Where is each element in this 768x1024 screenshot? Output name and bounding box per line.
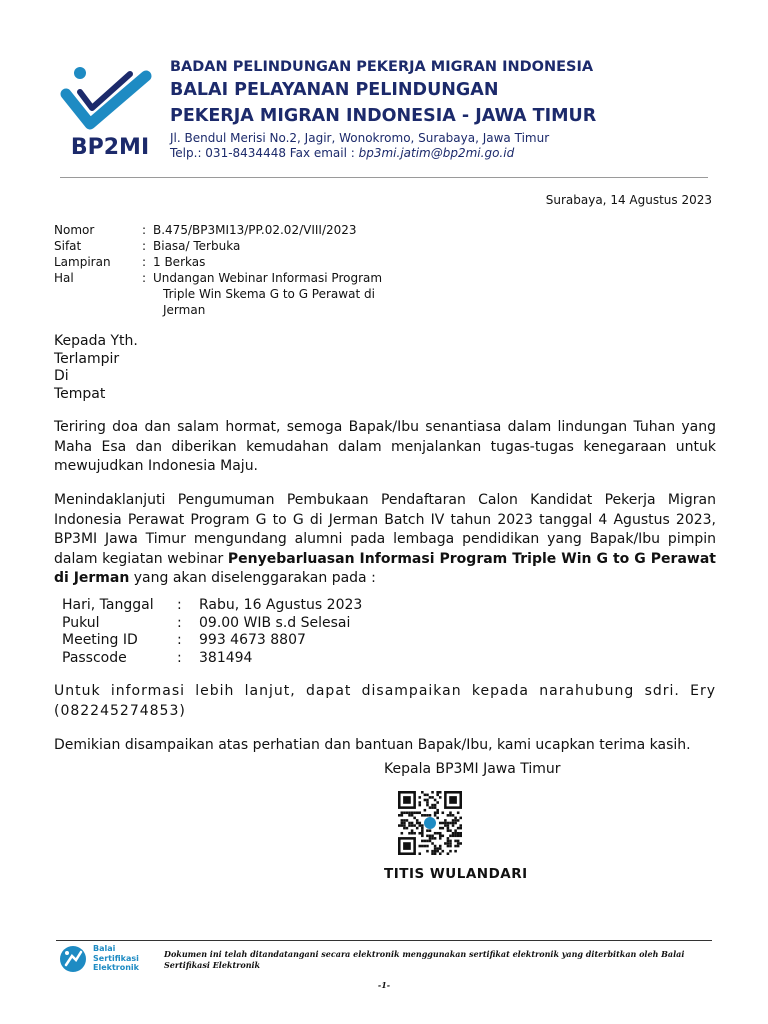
- signature-qr-code: [398, 791, 462, 855]
- agency-name: BADAN PELINDUNGAN PEKERJA MIGRAN INDONESIA: [170, 59, 594, 75]
- schedule-colon: :: [177, 632, 182, 648]
- meta-label: Hal: [54, 271, 74, 285]
- paragraph-contact: Untuk informasi lebih lanjut, dapat disampaikan kepada narahubung sdri. Ery (082245274853): [54, 683, 716, 719]
- meta-colon: :: [142, 255, 147, 269]
- bse-logo-text: [93, 944, 139, 973]
- schedule-label: Pukul: [62, 614, 100, 631]
- office-address: Jl. Bendul Merisi No.2, Jagir, Wonokromo, Surabaya, Jawa Timur: [170, 131, 550, 145]
- event-schedule: [62, 597, 362, 667]
- bse-logo-icon: [58, 944, 88, 974]
- addressee-block: [54, 333, 138, 403]
- meta-value: [153, 270, 403, 318]
- meta-colon: :: [142, 223, 147, 237]
- meta-value: 1 Berkas: [153, 255, 206, 269]
- paragraph-greeting: Teriring doa dan salam hormat, semoga Bapak/Ibu senantiasa dalam lindungan Tuhan yang Maha Esa dan diberikan kemudahan dalam menjalankan tugas-tugas kenegaraan untuk mewujudkan Indonesia Maju.: [54, 419, 716, 474]
- addressee-line: Kepada Yth.: [54, 333, 138, 349]
- bse-line: Sertifikasi: [93, 953, 139, 963]
- bse-line: Elektronik: [93, 963, 139, 972]
- meta-label: Lampiran: [54, 255, 111, 269]
- schedule-label: Passcode: [62, 649, 127, 666]
- meta-colon: :: [142, 239, 147, 253]
- meta-row-hal: [54, 270, 403, 318]
- meta-colon: :: [142, 271, 147, 285]
- letter-meta: [54, 222, 403, 318]
- meta-row-sifat: [54, 238, 403, 254]
- schedule-label: Hari, Tanggal: [62, 597, 154, 613]
- schedule-value: 993 4673 8807: [199, 632, 306, 648]
- schedule-row: [62, 650, 362, 668]
- page-number: -1-: [377, 980, 391, 990]
- office-name-line1: BALAI PELAYANAN PELINDUNGAN: [170, 80, 499, 100]
- schedule-row: [62, 597, 362, 615]
- meta-row-lampiran: [54, 254, 403, 270]
- schedule-row: [62, 632, 362, 650]
- invitation-text: Menindaklanjuti Pengumuman Pembukaan Pendaftaran Calon Kandidat Pekerja Migran Indonesia Perawat Program G to G di Jerman Batch IV tahun 2023 tanggal 4 Agustus 2023, BP3MI Jawa Timur mengundang alumni pada lembaga pendidikan yang Bapak/Ibu pimpin dalam kegiatan webinar: [54, 492, 716, 567]
- footer-divider: [56, 940, 712, 941]
- office-name-line2: PEKERJA MIGRAN INDONESIA - JAWA TIMUR: [170, 106, 597, 126]
- hal-line2: Triple Win Skema G to G Perawat di: [163, 287, 375, 301]
- bse-line: Balai: [93, 944, 116, 953]
- schedule-colon: :: [177, 649, 182, 666]
- schedule-value: 381494: [199, 649, 253, 666]
- office-contact: [170, 146, 514, 160]
- meta-row-nomor: [54, 222, 403, 238]
- office-email: bp3mi.jatim@bp2mi.go.id: [358, 146, 515, 160]
- addressee-line: Di: [54, 368, 69, 384]
- telp-fax-label: Telp.: 031-8434448 Fax email :: [170, 146, 359, 160]
- signer-position: Kepala BP3MI Jawa Timur: [384, 761, 561, 777]
- letterhead-divider: [60, 177, 708, 178]
- invitation-text-end: yang akan diselenggarakan pada :: [129, 570, 376, 586]
- meta-value: B.475/BP3MI13/PP.02.02/VIII/2023: [153, 223, 357, 237]
- schedule-row: [62, 615, 362, 633]
- bp2mi-logo: [60, 60, 160, 160]
- meta-value: Biasa/ Terbuka: [153, 239, 241, 253]
- meta-label: Sifat: [54, 239, 82, 253]
- event-title: Penyebarluasan Informasi Program Triple Win G to G Perawat di Jerman: [54, 550, 716, 586]
- paragraph-closing: Demikian disampaikan atas perhatian dan bantuan Bapak/Ibu, kami ucapkan terima kasih.: [54, 737, 691, 753]
- addressee-line: Tempat: [54, 385, 106, 402]
- signer-name: TITIS WULANDARI: [384, 866, 528, 882]
- schedule-colon: :: [177, 597, 182, 613]
- hal-line3: Jerman: [163, 303, 206, 317]
- schedule-value: Rabu, 16 Agustus 2023: [199, 597, 363, 613]
- addressee-line: Terlampir: [54, 350, 120, 367]
- letter-date: Surabaya, 14 Agustus 2023: [545, 193, 712, 207]
- hal-line1: Undangan Webinar Informasi Program: [153, 271, 383, 285]
- meta-label: Nomor: [54, 223, 95, 237]
- logo-text: BP2MI: [70, 135, 150, 160]
- schedule-label: Meeting ID: [62, 632, 138, 648]
- footer-esign-notice: Dokumen ini telah ditandatangani secara elektronik menggunakan sertifikat elektronik yang diterbitkan oleh Balai Sertifikasi Elektronik: [164, 949, 685, 970]
- schedule-colon: :: [177, 614, 182, 631]
- schedule-value: 09.00 WIB s.d Selesai: [199, 614, 351, 631]
- paragraph-invitation: [54, 491, 716, 589]
